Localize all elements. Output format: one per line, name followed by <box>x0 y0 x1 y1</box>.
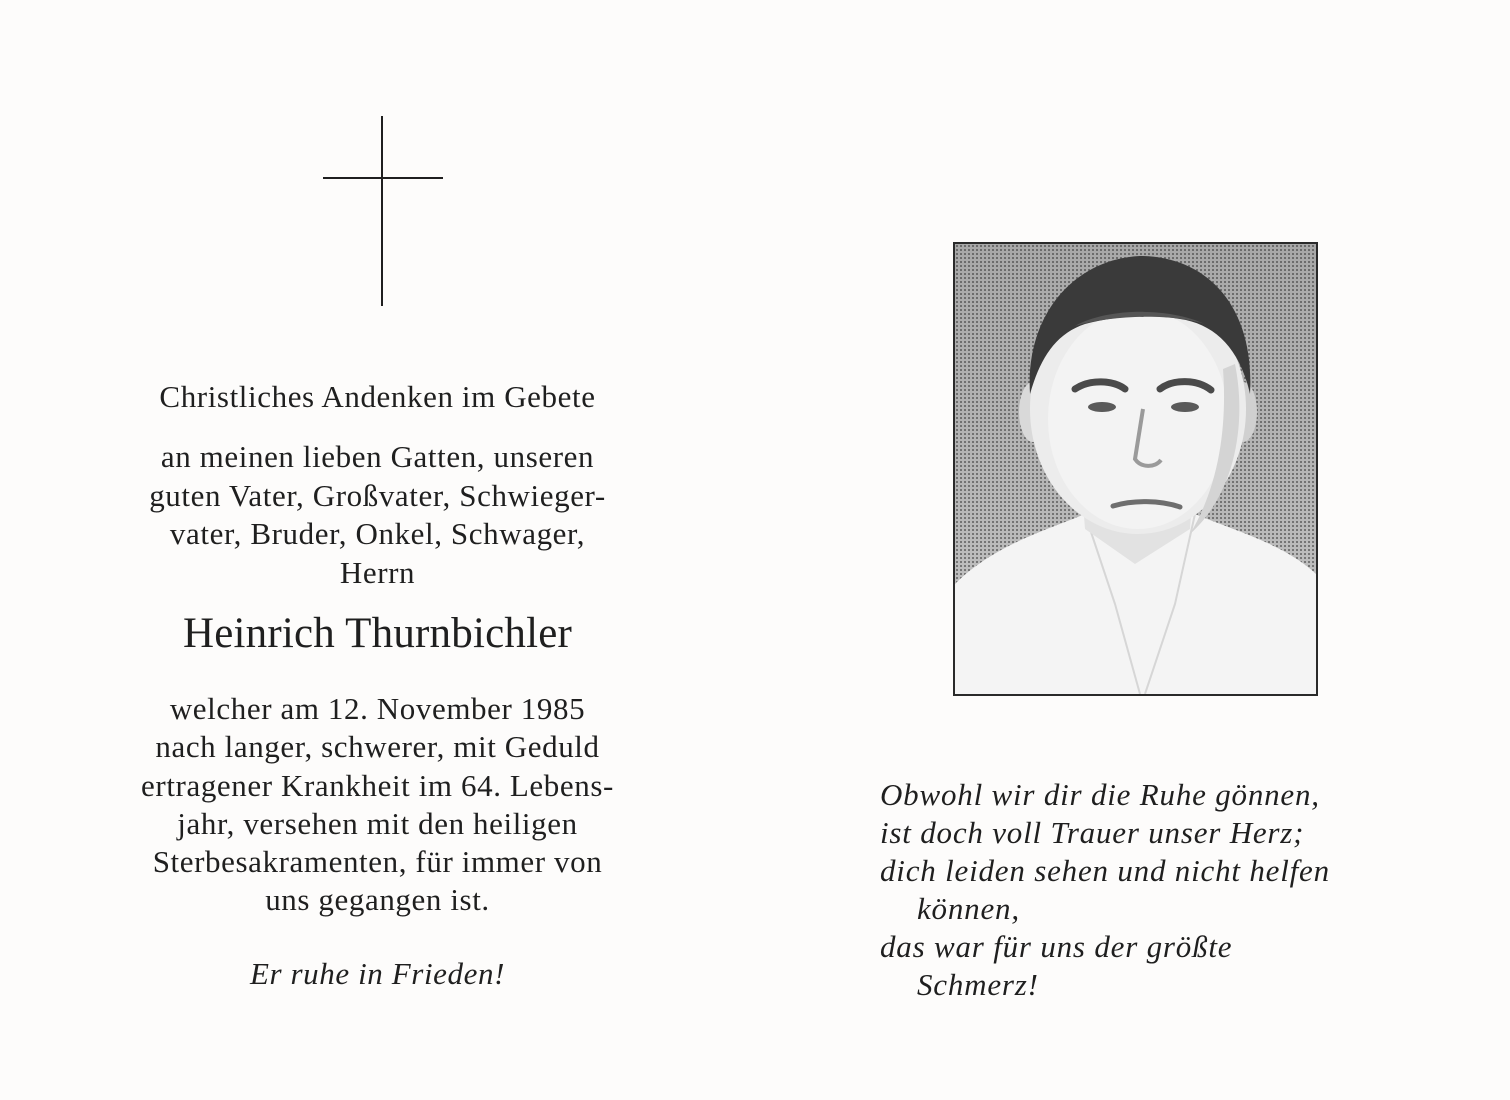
deceased-name: Heinrich Thurnbichler <box>182 610 573 657</box>
left-column <box>60 378 695 993</box>
verse-line: dich leiden sehen und nicht helfen <box>880 853 1330 888</box>
obituary-line: jahr, versehen mit den heiligen <box>177 805 578 841</box>
verse-line: das war für uns der größte <box>880 929 1233 964</box>
obituary-line: uns gegangen ist. <box>265 882 490 918</box>
verse-line: Obwohl wir dir die Ruhe gönnen, <box>880 777 1320 812</box>
obituary-line: Sterbesakramenten, für immer von <box>152 844 603 880</box>
memorial-verse <box>880 776 1480 1004</box>
intro-line: an meinen lieben Gatten, unseren <box>160 439 595 474</box>
verse-line: können, <box>917 891 1020 926</box>
portrait-illustration <box>955 244 1316 694</box>
obituary-line: welcher am 12. November 1985 <box>169 691 586 726</box>
card-heading: Christliches Andenken im Gebete <box>159 379 596 414</box>
verse-line: Schmerz! <box>917 967 1039 1002</box>
intro-line: guten Vater, Großvater, Schwieger- <box>149 477 606 513</box>
intro-line: Herrn <box>339 554 416 590</box>
intro-line: vater, Bruder, Onkel, Schwager, <box>169 516 586 551</box>
cross-horizontal-bar <box>323 177 443 179</box>
portrait-photo <box>953 242 1318 696</box>
obituary-line: ertragener Krankheit im 64. Lebens- <box>141 767 614 803</box>
intro-text <box>60 438 695 592</box>
cross-vertical-bar <box>381 116 383 306</box>
closing-blessing: Er ruhe in Frieden! <box>249 955 506 991</box>
obituary-text <box>60 690 695 920</box>
verse-line: ist doch voll Trauer unser Herz; <box>880 815 1305 850</box>
obituary-line: nach langer, schwerer, mit Geduld <box>155 729 600 765</box>
